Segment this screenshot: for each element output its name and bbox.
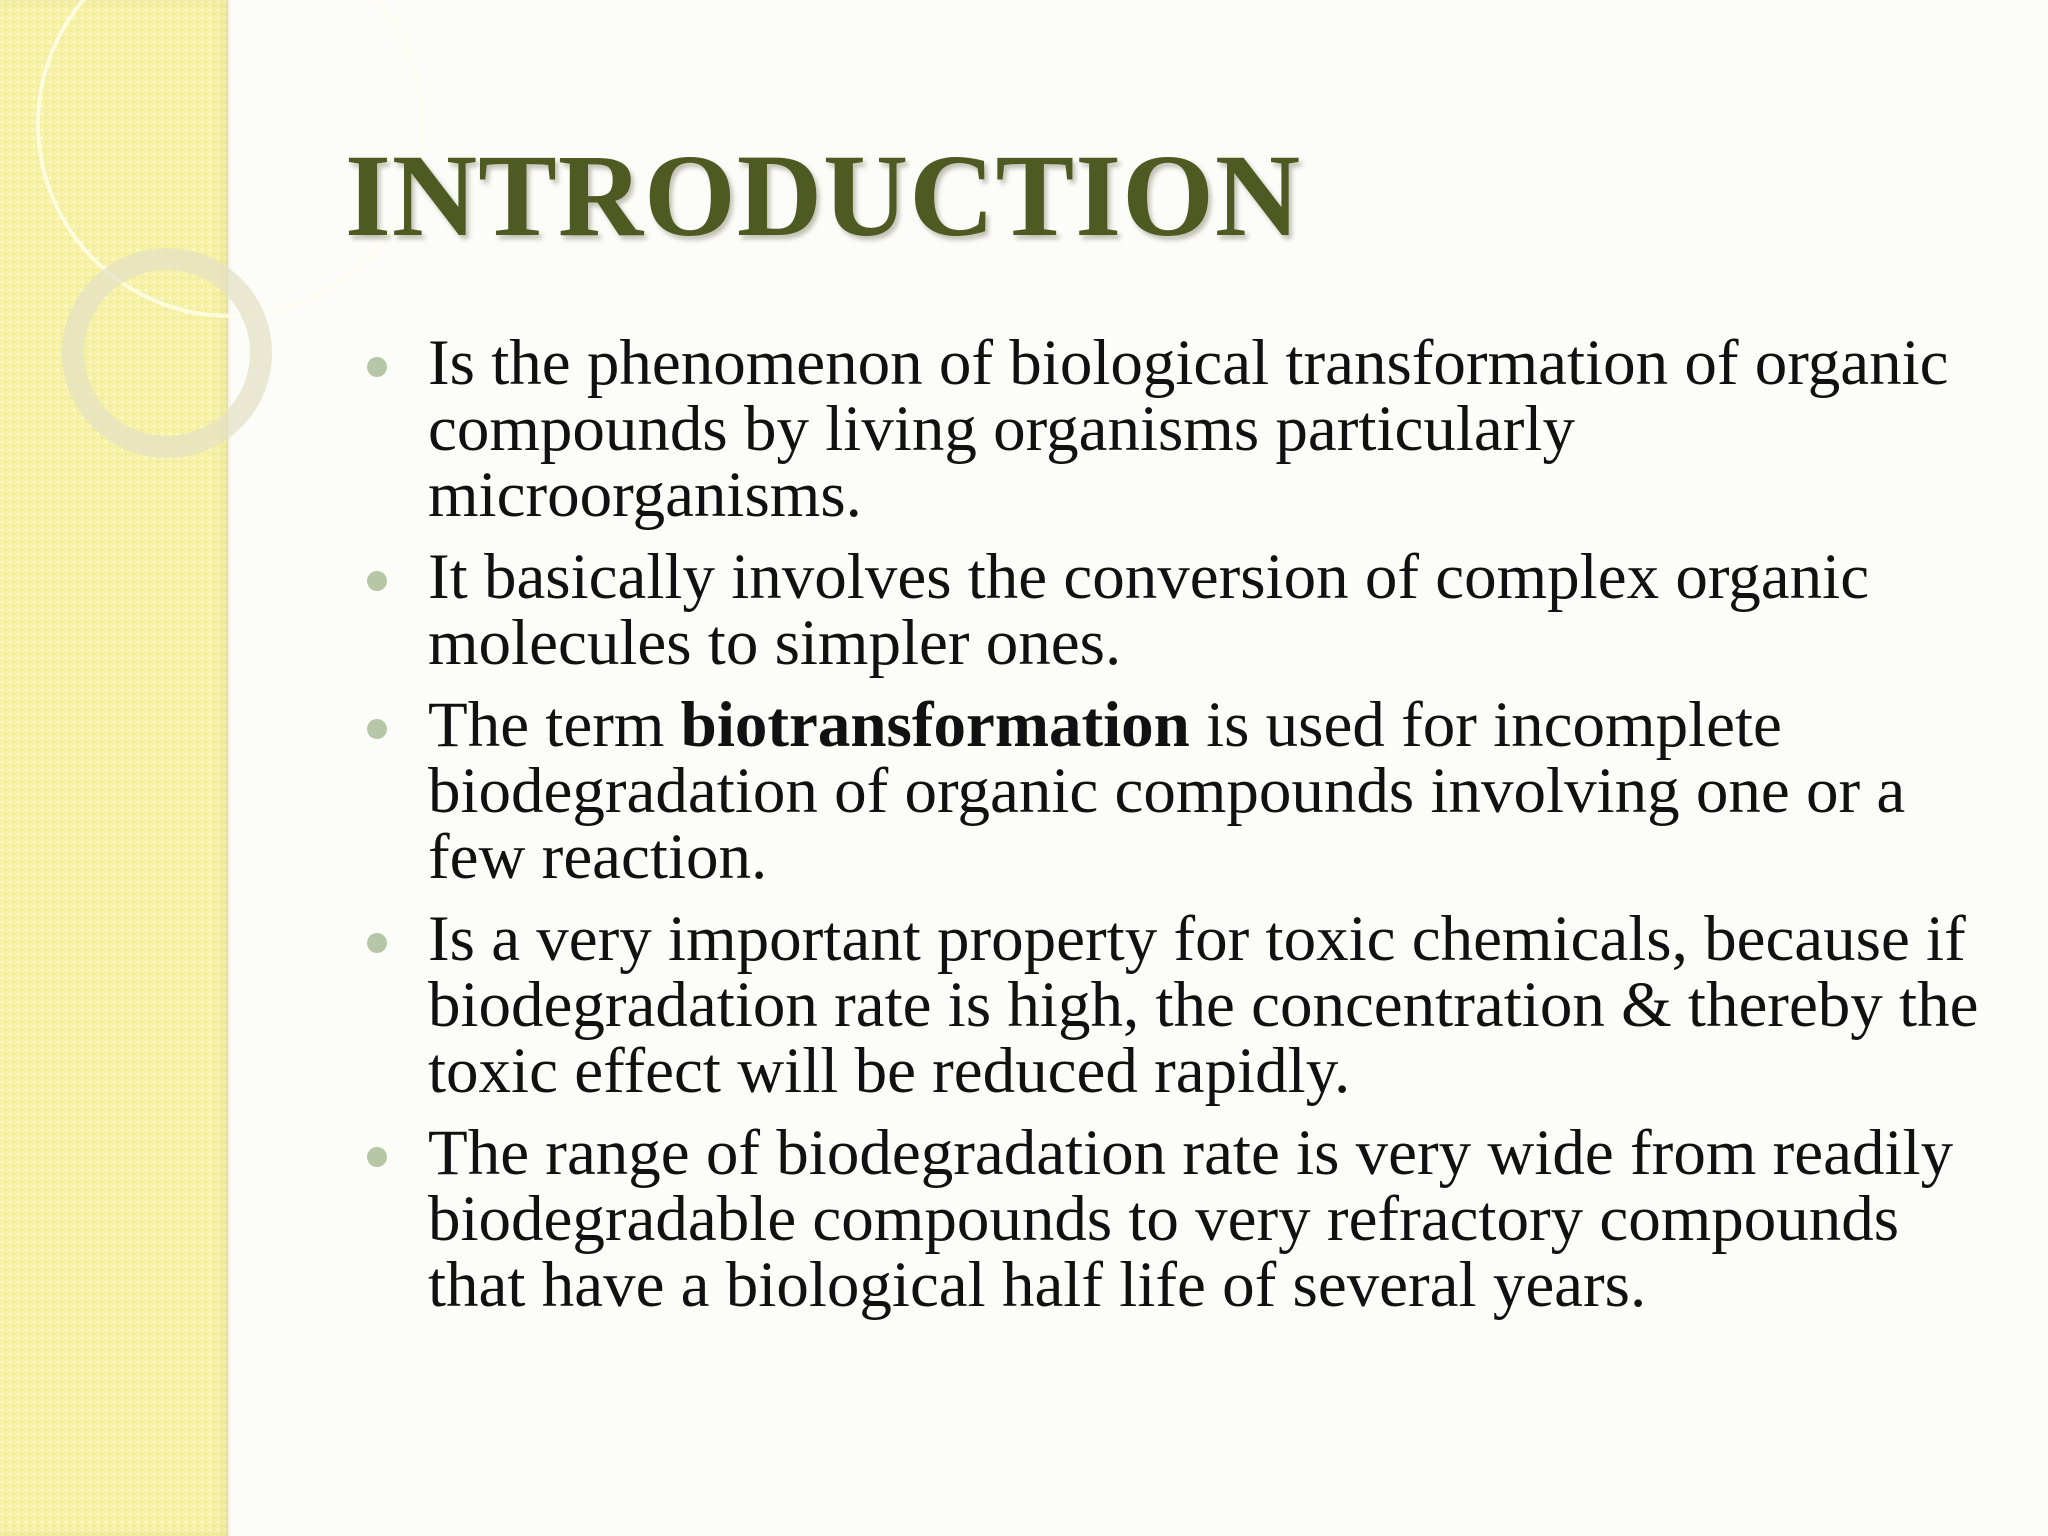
bullet-text: It basically involves the conversion of complex organic molecules to simpler ones. (428, 541, 1870, 679)
bullet-item-4 (362, 903, 2002, 1107)
side-band-edge (226, 0, 232, 1536)
bullet-item-1 (362, 327, 2002, 531)
slide-title: INTRODUCTION (345, 130, 1302, 261)
bullet-dot-icon (367, 1147, 387, 1167)
bold-term: biotransformation (680, 689, 1190, 761)
bullet-dot-icon (367, 933, 387, 953)
bullet-text-after: is used for incomplete biodegradation of organic compounds involving one or a few reaction. (428, 689, 1906, 893)
bullet-text: Is the phenomenon of biological transformation of organic compounds by living organisms particularly microorganisms. (428, 327, 1949, 531)
bullet-list (362, 327, 2002, 1334)
bullet-text: The range of biodegradation rate is very wide from readily biodegradable compounds to very refractory compounds that have a biological half life of several years. (428, 1117, 1954, 1321)
bullet-item-2 (362, 541, 2002, 679)
bullet-item-5 (362, 1117, 2002, 1321)
side-decorative-band (0, 0, 228, 1536)
bullet-dot-icon (367, 357, 387, 377)
bullet-text: Is a very important property for toxic chemicals, because if biodegradation rate is high, the concentration & thereby the toxic effect will be reduced rapidly. (428, 903, 1979, 1107)
bullet-text-before: The term (428, 689, 681, 761)
bullet-dot-icon (367, 719, 387, 739)
bullet-text (428, 689, 1905, 893)
bullet-dot-icon (367, 571, 387, 591)
bullet-item-3 (362, 689, 2002, 893)
